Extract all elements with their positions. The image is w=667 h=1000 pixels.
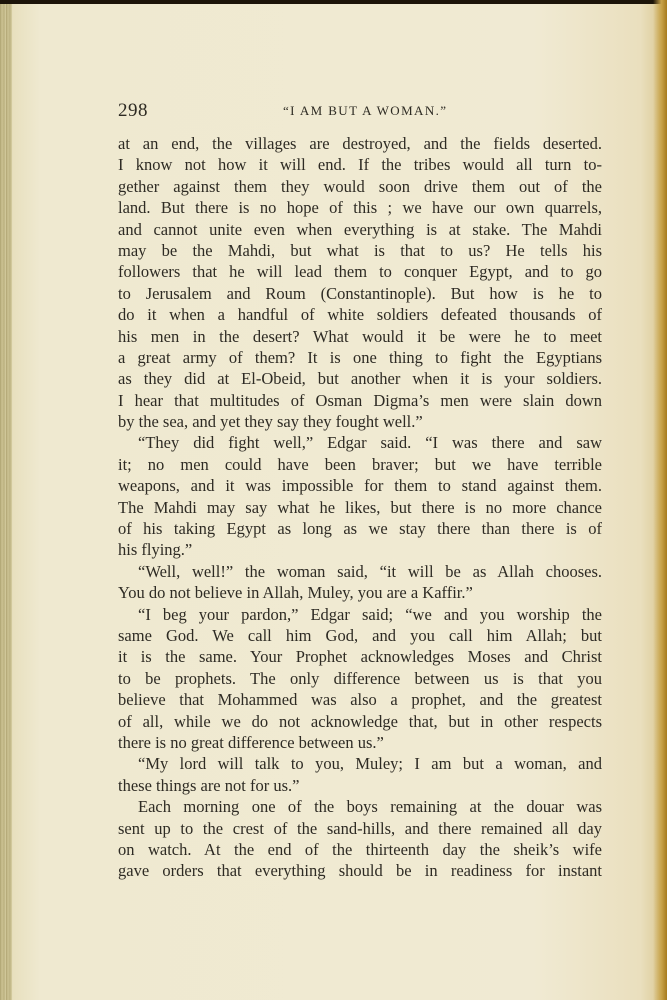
text-line: his flying.” [118, 540, 193, 560]
page-number: 298 [118, 100, 148, 121]
text-line: to Jerusalem and Roum (Constantinople). But how is he to [118, 283, 602, 303]
text-line: land. But there is no hope of this ; we have our own quarrels, [118, 198, 602, 218]
text-line: at an end, the villages are destroyed, and the fields deserted. [118, 134, 602, 153]
text-line: it is the same. Your Prophet acknowledges Moses and Christ [118, 647, 602, 667]
text-line: of all, while we do not acknowledge that, but in other respects [118, 711, 602, 731]
text-line: it; no men could have been braver; but we have terrible [118, 454, 602, 474]
text-line: of his taking Egypt as long as we stay there than there is of [118, 519, 602, 539]
text-line: and cannot unite even when everything is at stake. The Mahdi [118, 219, 602, 239]
page-header [118, 100, 600, 122]
text-line: I hear that multitudes of Osman Digma’s men were slain down [118, 390, 602, 410]
text-line: I know not how it will end. If the tribes would all turn to- [118, 155, 602, 175]
text-line: gave orders that everything should be in readiness for instant [118, 861, 602, 881]
text-line: as they did at El-Obeid, but another when it is your soldiers. [118, 369, 602, 389]
text-line: to be prophets. The only difference between us is that you [118, 668, 602, 688]
text-line: Each morning one of the boys remaining at the douar was [138, 797, 602, 817]
text-line: followers that he will lead them to conquer Egypt, and to go [118, 262, 602, 282]
text-line: same God. We call him God, and you call him Allah; but [118, 625, 602, 645]
text-line: a great army of them? It is one thing to fight the Egyptians [118, 347, 602, 367]
text-line: “My lord will talk to you, Muley; I am but a woman, and [138, 754, 602, 774]
text-line: there is no great difference between us.” [118, 732, 384, 752]
text-line: weapons, and it was impossible for them to stand against them. [118, 476, 602, 496]
text-line: “I beg your pardon,” Edgar said; “we and you worship the [138, 604, 602, 624]
text-line: sent up to the crest of the sand-hills, and there remained all day [118, 818, 602, 838]
page-right-edge [653, 0, 667, 1000]
page-gutter [0, 0, 12, 1000]
page-top-edge [0, 0, 667, 4]
text-line: his men in the desert? What would it be were he to meet [118, 326, 602, 346]
text-line: do it when a handful of white soldiers defeated thousands of [118, 305, 602, 325]
text-line: by the sea, and yet they say they fought well.” [118, 412, 423, 432]
text-line: “They did fight well,” Edgar said. “I was there and saw [138, 433, 602, 453]
body-text [118, 133, 602, 882]
text-line: gether against them they would soon drive them out of the [118, 176, 602, 196]
text-line: believe that Mohammed was also a prophet, and the greatest [118, 690, 602, 710]
text-line: these things are not for us.” [118, 775, 300, 795]
running-head: “I AM BUT A WOMAN.” [283, 103, 448, 118]
text-line: on watch. At the end of the thirteenth day the sheik’s wife [118, 839, 602, 859]
text-line: “Well, well!” the woman said, “it will be as Allah chooses. [138, 561, 602, 581]
text-line: may be the Mahdi, but what is that to us? He tells his [118, 240, 602, 260]
text-line: You do not believe in Allah, Muley, you are a Kaffir.” [118, 583, 473, 603]
text-line: The Mahdi may say what he likes, but there is no more chance [118, 497, 602, 517]
